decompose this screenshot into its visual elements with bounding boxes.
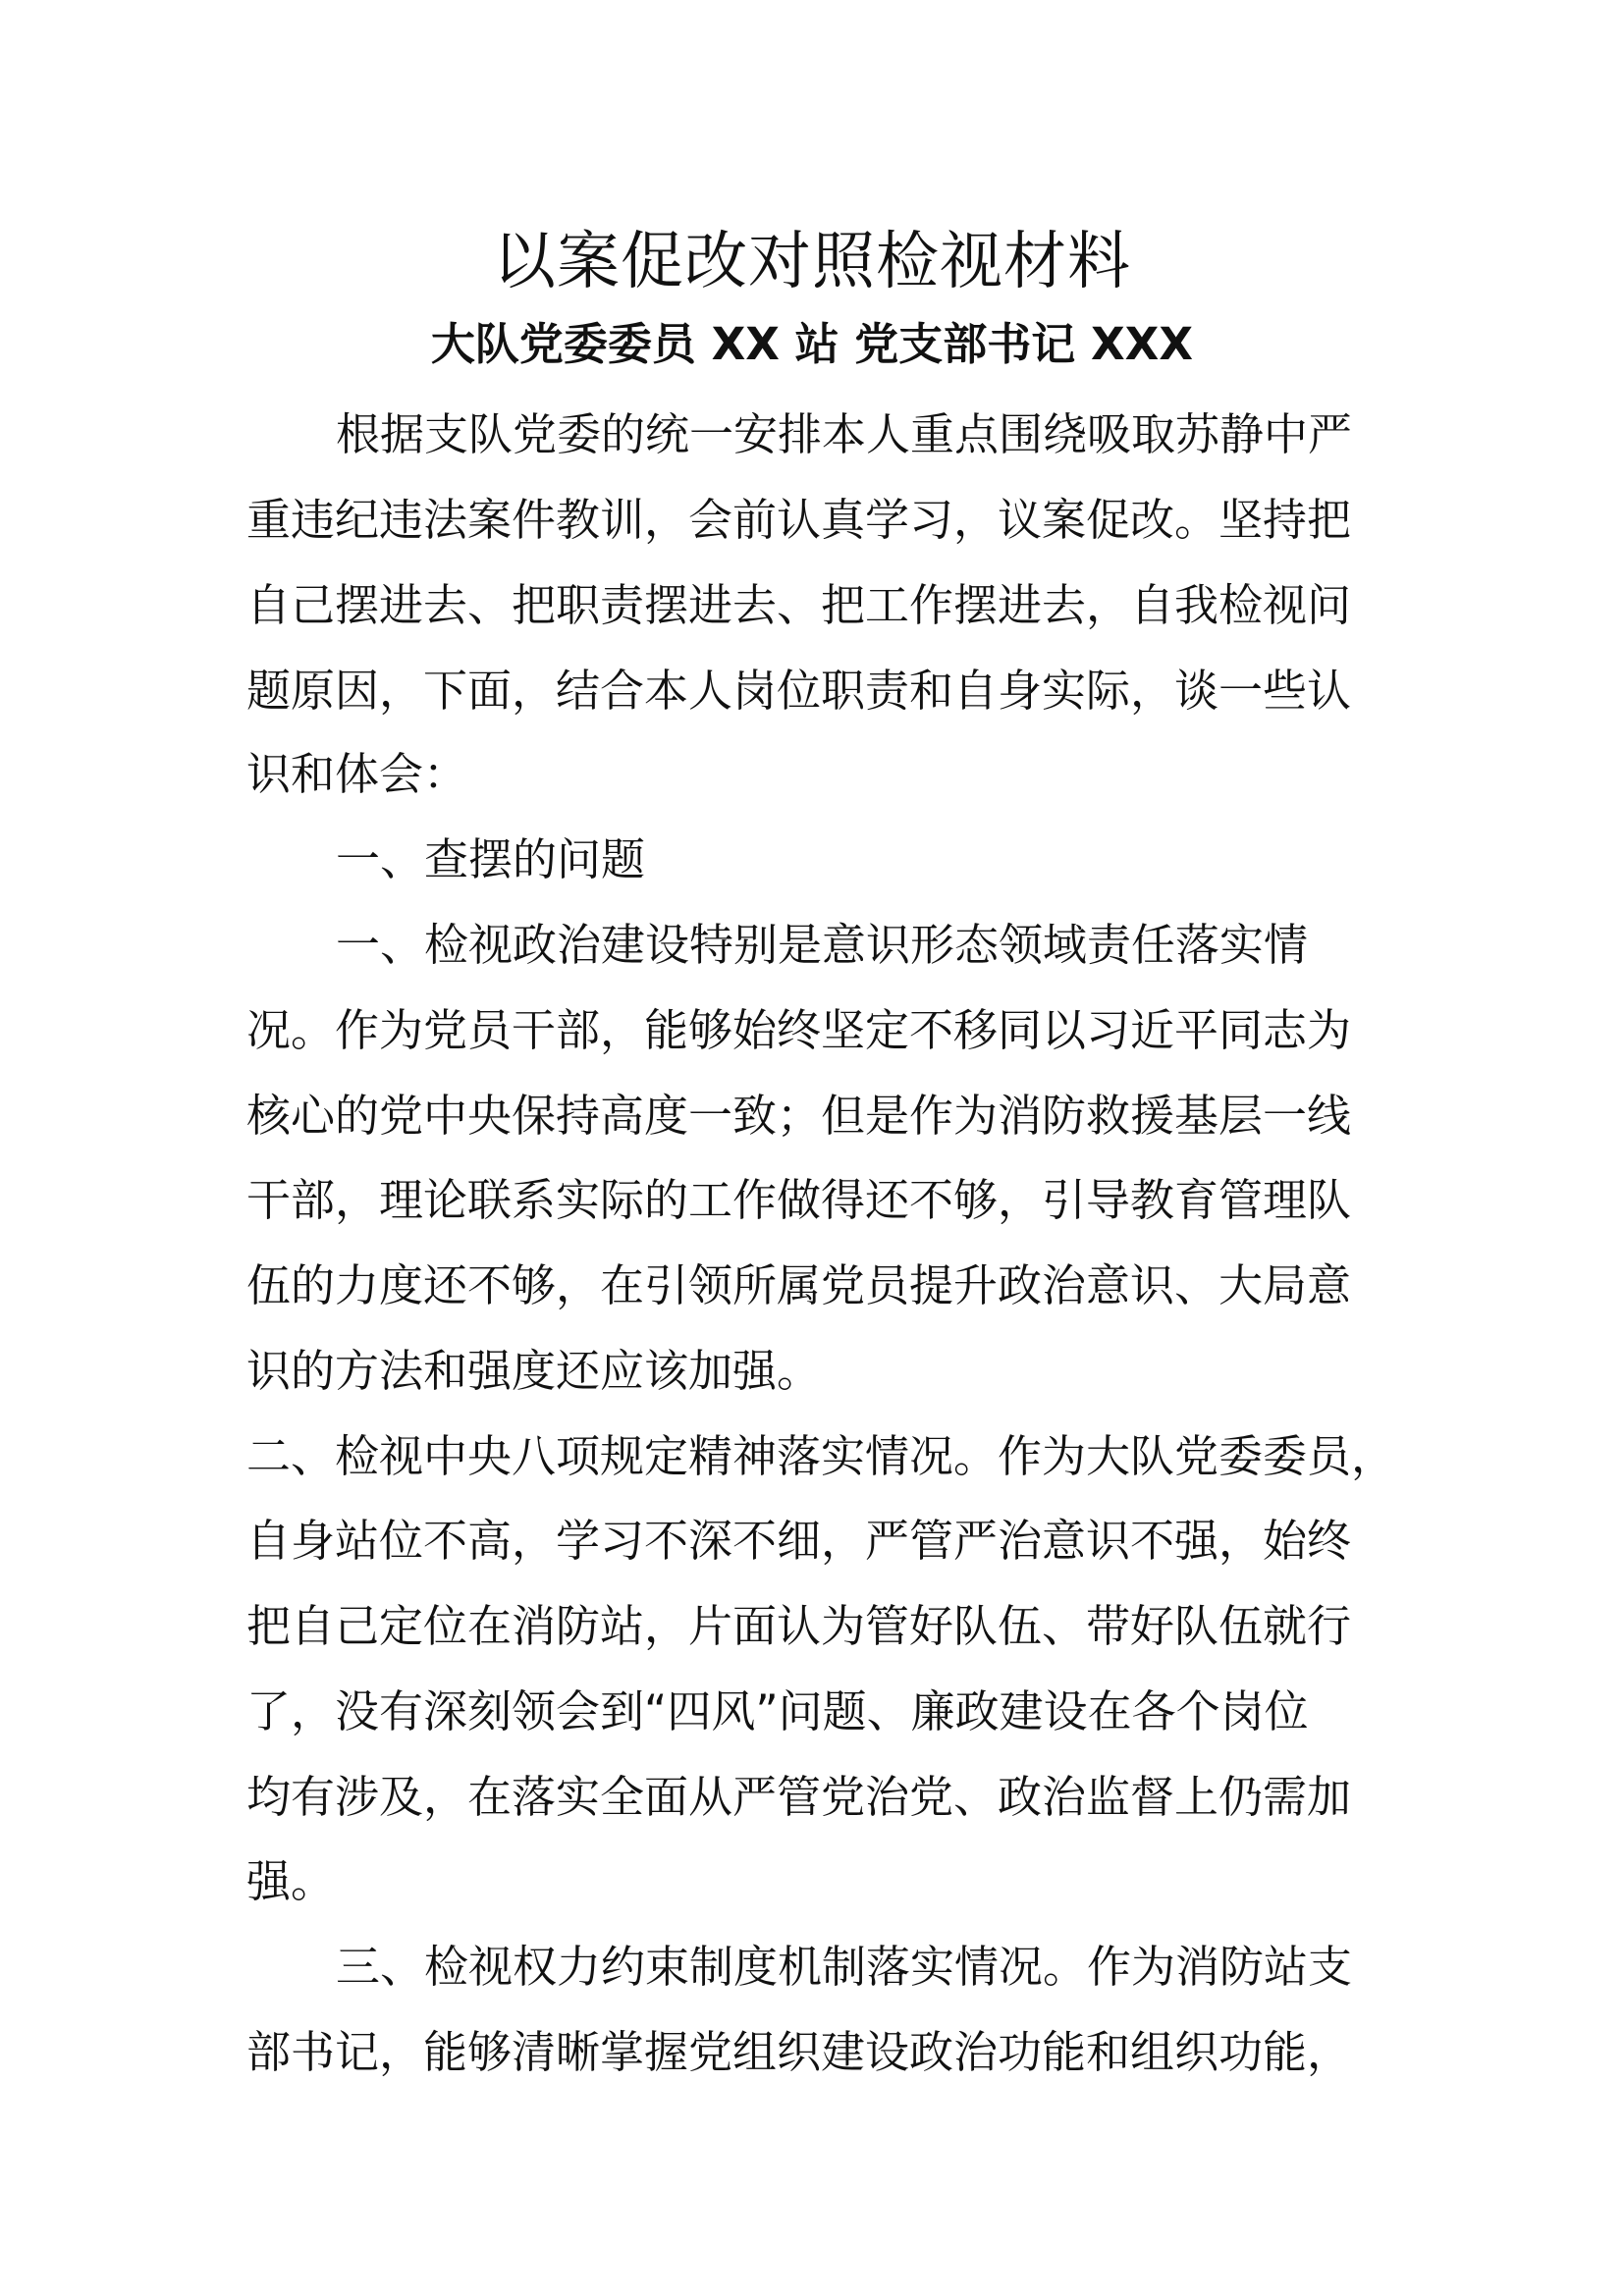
paragraph-line: 干部，理论联系实际的工作做得还不够，引导教育管理队 (246, 1174, 1352, 1226)
paragraph-line: 三、检视权力约束制度机制落实情况。作为消防站支 (336, 1941, 1353, 1993)
paragraph-line: 伍的力度还不够，在引领所属党员提升政治意识、大局意 (246, 1259, 1352, 1311)
paragraph-line: 核心的党中央保持高度一致；但是作为消防救援基层一线 (246, 1090, 1352, 1142)
section-heading: 一、查摆的问题 (336, 833, 646, 885)
paragraph-line: 均有涉及，在落实全面从严管党治党、政治监督上仍需加 (246, 1771, 1352, 1823)
paragraph-line: 题原因，下面，结合本人岗位职责和自身实际，谈一些认 (246, 665, 1352, 717)
paragraph-line: 二、检视中央八项规定精神落实情况。作为大队党委委员， (246, 1430, 1396, 1482)
paragraph-line: 识和体会： (246, 748, 468, 800)
paragraph-line: 自身站位不高，学习不深不细，严管严治意识不强，始终 (246, 1515, 1352, 1567)
paragraph-line: 况。作为党员干部，能够始终坚定不移同以习近平同志为 (246, 1004, 1352, 1056)
paragraph-line: 部书记，能够清晰掌握党组织建设政治功能和组织功能， (246, 2026, 1352, 2078)
paragraph-line: 一、检视政治建设特别是意识形态领域责任落实情 (336, 919, 1309, 971)
paragraph-line: 自己摆进去、把职责摆进去、把工作摆进去，自我检视问 (246, 579, 1352, 631)
document-subtitle: 大队党委委员 XX 站 党支部书记 XXX (430, 318, 1194, 370)
paragraph-line: 强。 (246, 1855, 336, 1907)
paragraph-line: 重违纪违法案件教训，会前认真学习，议案促改。坚持把 (246, 494, 1352, 546)
paragraph-line: 根据支队党委的统一安排本人重点围绕吸取苏静中严 (336, 408, 1353, 460)
paragraph-line: 把自己定位在消防站，片面认为管好队伍、带好队伍就行 (246, 1600, 1352, 1652)
document-title: 以案促改对照检视材料 (493, 226, 1131, 298)
paragraph-line: 了，没有深刻领会到“四风”问题、廉政建设在各个岗位 (246, 1685, 1309, 1737)
paragraph-line: 识的方法和强度还应该加强。 (246, 1345, 822, 1397)
